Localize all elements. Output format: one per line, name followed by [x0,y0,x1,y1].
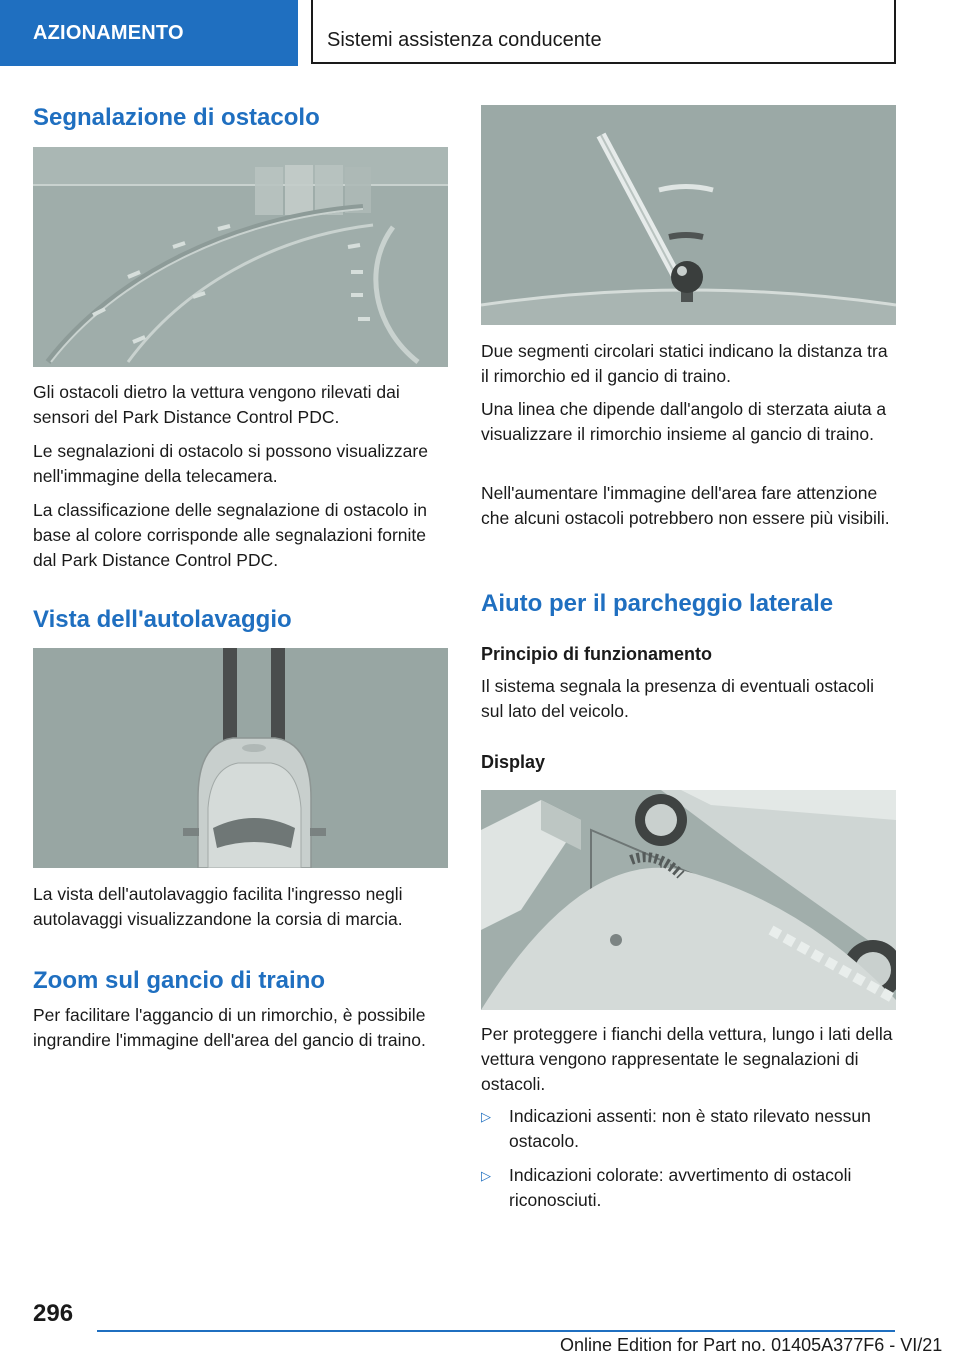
subheading-display: Display [481,752,546,772]
heading-hitch-zoom: Zoom sul gancio di traino [33,967,326,994]
figure-hitch-zoom [481,105,896,325]
section-tab: AZIONAMENTO [0,0,298,66]
paragraph: Nell'aumentare l'immagine dell'area fare attenzione che alcuni ostacoli potrebbero non essere più visibili. [481,483,890,528]
paragraph: Gli ostacoli dietro la vettura vengono rilevati dai sensori del Park Distance Control PDC. [33,382,400,427]
paragraph: Il sistema segnala la presenza di eventuali ostacoli sul lato del veicolo. [481,676,874,721]
edition-note: Online Edition for Part no. 01405A377F6 - VI/21 [560,1335,943,1355]
paragraph: Una linea che dipende dall'angolo di sterzata aiuta a visualizzare il rimorchio insieme al gancio di traino. [481,399,887,444]
paragraph: La vista dell'autolavaggio facilita l'ingresso negli autolavaggi visualizzandone la corsia di marcia. [33,884,403,929]
list-item: ▷ Indicazioni colorate: avvertimento di ostacoli riconosciuti. [481,1165,852,1210]
subheading-operating-principle: Principio di funzionamento [481,644,712,664]
heading-car-wash-view: Vista dell'autolavaggio [33,606,292,633]
triangle-right-icon: ▷ [481,1109,491,1124]
paragraph: Le segnalazioni di ostacolo si possono visualizzare nell'immagine della telecamera. [33,441,428,486]
page-number: 296 [33,1300,74,1327]
paragraph: Due segmenti circolari statici indicano la distanza tra il rimorchio ed il gancio di traino. [481,341,888,386]
list-item: ▷ Indicazioni assenti: non è stato rilevato nessun ostacolo. [481,1106,871,1151]
figure-obstacle-guidelines [33,147,448,367]
figure-car-wash-view [33,648,448,868]
heading-obstacle-signal: Segnalazione di ostacolo [33,104,320,131]
page-header [0,0,960,66]
heading-side-parking-aid: Aiuto per il parcheggio laterale [481,590,834,617]
footer-divider [97,1330,895,1332]
chapter-title: Sistemi assistenza conducente [311,0,896,64]
figure-side-parking-display [481,790,896,1010]
paragraph: Per facilitare l'aggancio di un rimorchio, è possibile ingrandire l'immagine dell'area del gancio di traino. [33,1005,426,1050]
triangle-right-icon: ▷ [481,1168,491,1183]
bullet-list [481,1104,896,1222]
paragraph: Per proteggere i fianchi della vettura, lungo i lati della vettura vengono rappresentate le segnalazioni di ostacoli. [481,1024,893,1094]
paragraph: La classificazione delle segnalazione di ostacolo in base al colore corrisponde alle segnalazioni fornite dal Park Distance Control PDC. [33,500,427,570]
